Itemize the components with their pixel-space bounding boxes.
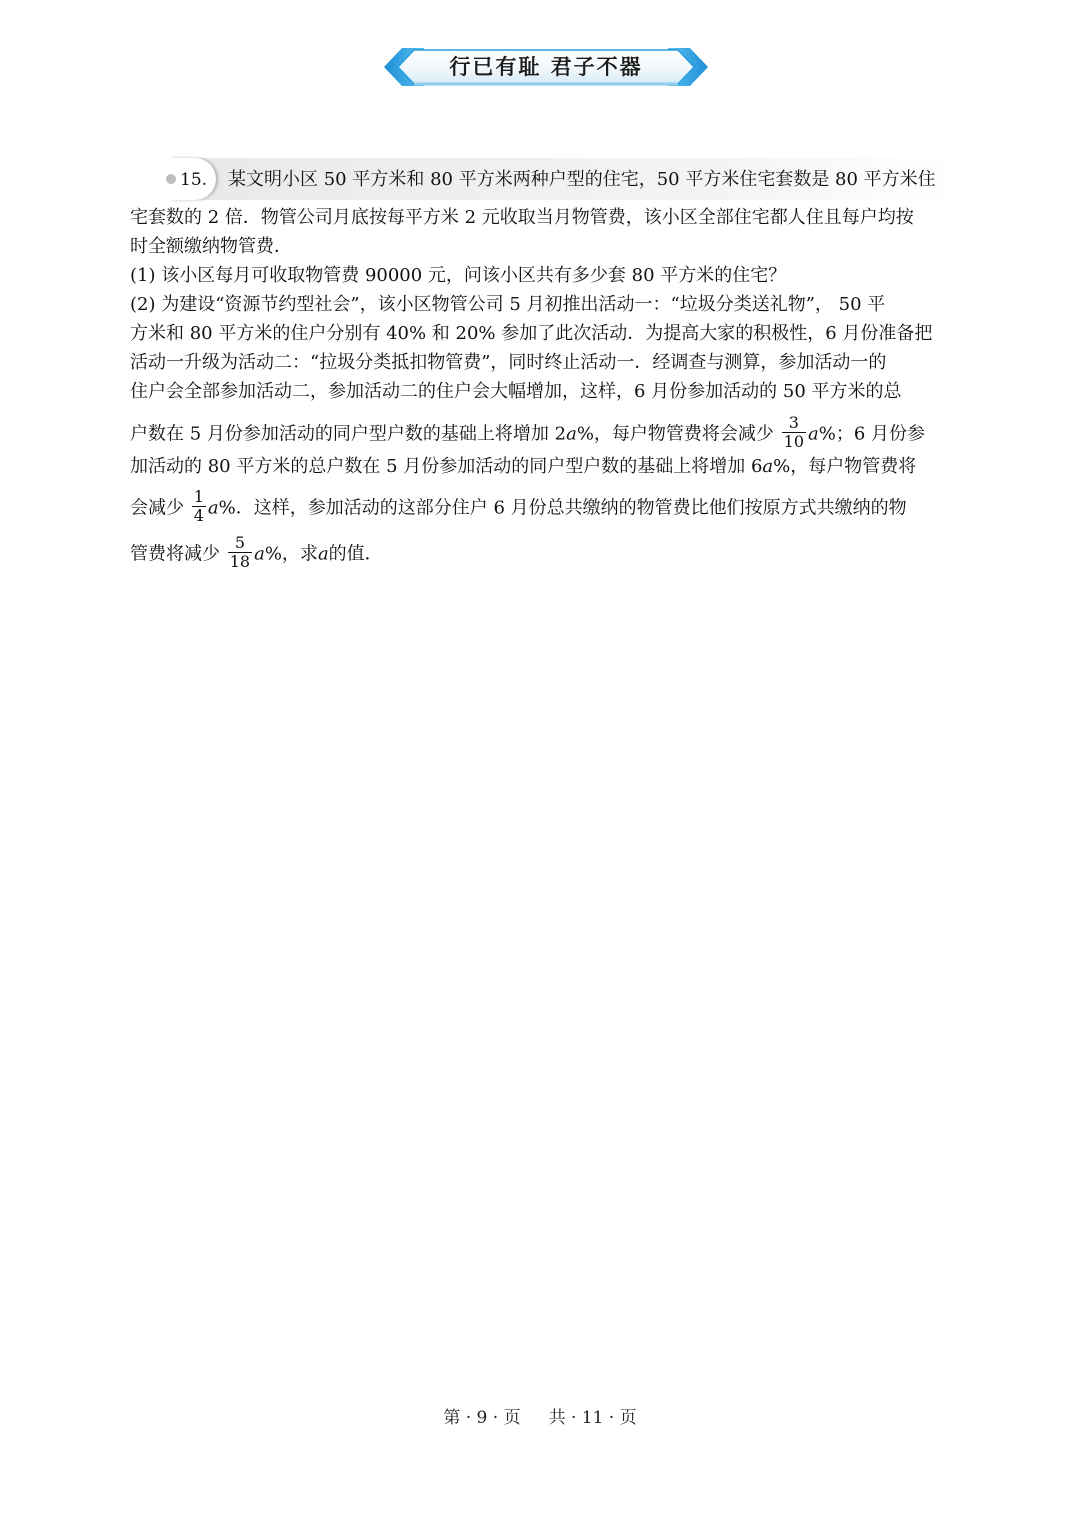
question-line-4: (1) 该小区每月可收取物管费 90000 元，问该小区共有多少套 80 平方米的住宅？ [130, 265, 787, 286]
question-number: 15. [180, 170, 208, 190]
banner-title: 行已有耻 君子不器 [449, 55, 643, 79]
fraction-3-10 [782, 414, 806, 451]
fraction-denominator: 10 [783, 432, 805, 451]
variable-a: a [317, 543, 329, 565]
fraction-1-4 [192, 488, 206, 525]
question-line-8: 住户会全部参加活动二，参加活动二的住户会大幅增加，这样，6 月份参加活动的 50 平方米的总 [130, 381, 902, 402]
line11-text-a: 会减少 [130, 497, 184, 519]
line9-text-a: 户数在 5 月份参加活动的同户型户数的基础上将增加 2 [130, 423, 567, 445]
line12-text-a: 管费将减少 [130, 543, 220, 565]
fraction-numerator: 3 [788, 413, 799, 432]
question-line-12 [130, 533, 383, 573]
question-line-5: (2) 为建设“资源节约型社会”，该小区物管公司 5 月初推出活动一：“垃圾分类送礼物”， 50 平 [130, 294, 886, 315]
line10-text-a: 加活动的 80 平方米的总户数在 5 月份参加活动的同户型户数的基础上将增加 6 [130, 456, 763, 477]
page-total: 共 · 11 · 页 [548, 1408, 637, 1428]
bullet-dot-icon [166, 174, 176, 184]
line11-text-b: %．这样，参加活动的这部分住户 6 月份总共缴纳的物管费比他们按原方式共缴纳的物 [218, 497, 907, 519]
page-footer [0, 1406, 1080, 1430]
variable-a: a [566, 423, 577, 445]
question-line-6: 方米和 80 平方米的住户分别有 40% 和 20% 参加了此次活动．为提高大家的积极性，6 月份准备把 [130, 323, 933, 344]
question-line-9 [130, 413, 926, 453]
variable-a: a [808, 423, 819, 445]
variable-a: a [254, 543, 265, 565]
question-line-1: 某文明小区 50 平方米和 80 平方米两种户型的住宅，50 平方米住宅套数是 80 平方米住 [228, 169, 936, 190]
header-banner [384, 46, 708, 88]
line12-text-c: 的值． [328, 543, 383, 565]
question-line-11 [130, 487, 907, 527]
fraction-numerator: 5 [234, 533, 245, 552]
fraction-denominator: 4 [193, 506, 204, 525]
line12-text-b: %，求 [264, 543, 318, 565]
fraction-denominator: 18 [229, 552, 251, 571]
variable-a: a [207, 497, 219, 519]
fraction-numerator: 1 [193, 487, 204, 506]
page-number: 第 · 9 · 页 [443, 1408, 521, 1428]
question-line-10 [130, 455, 916, 479]
question-line-2: 宅套数的 2 倍．物管公司月底按每平方米 2 元收取当月物管费，该小区全部住宅都人住且每户均按 [130, 207, 914, 228]
fraction-5-18 [228, 534, 252, 571]
variable-a: a [762, 456, 774, 477]
line10-text-b: %，每户物管费将 [773, 456, 917, 477]
line9-text-c: %；6 月份参 [818, 423, 926, 445]
line9-text-b: %，每户物管费将会减少 [576, 423, 774, 445]
question-line-7: 活动一升级为活动二：“拉圾分类抵扣物管费”，同时终止活动一．经调查与测算，参加活动一的 [130, 352, 887, 373]
question-line-3: 时全额缴纳物管费． [130, 236, 292, 257]
